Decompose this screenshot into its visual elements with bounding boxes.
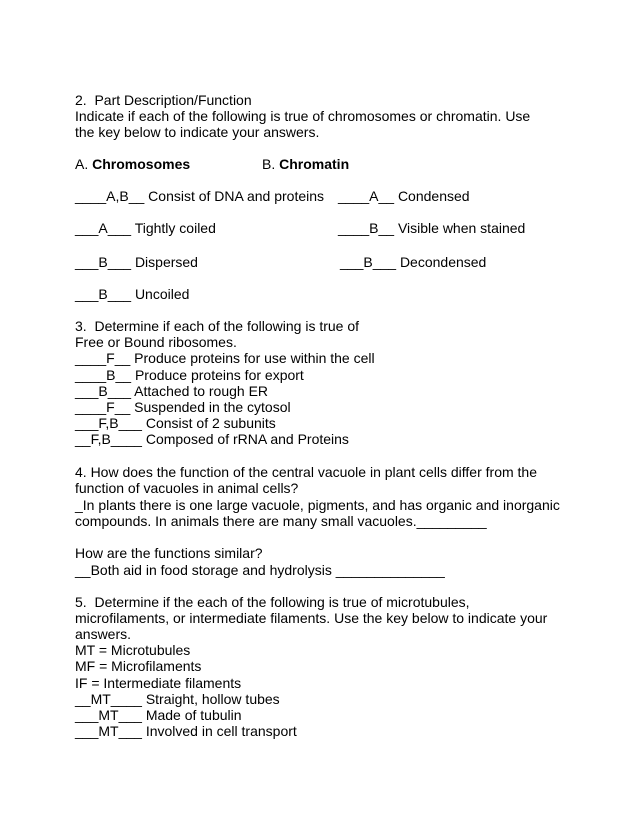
key-a-prefix: A. (75, 156, 93, 172)
section5-question-line3: answers. (75, 626, 132, 642)
key-b-prefix: B. (262, 156, 280, 172)
answer-right: ____A__ Condensed (338, 188, 470, 204)
answer-right: ___B___ Decondensed (340, 254, 487, 270)
answer-left: ___B___ Dispersed (75, 254, 198, 270)
section4-question-line1: 4. How does the function of the central vacuole in plant cells differ from the (75, 464, 537, 480)
answer-left: ___B___ Uncoiled (75, 286, 190, 302)
section2-heading: 2. Part Description/Function (75, 92, 252, 108)
key-entry: MF = Microfilaments (75, 658, 202, 674)
section4-question-similar: How are the functions similar? (75, 545, 263, 561)
section2-instruction-line1: Indicate if each of the following is true of chromosomes or chromatin. Use (75, 108, 531, 124)
key-entry: IF = Intermediate filaments (75, 675, 242, 691)
section5-question-line2: microfilaments, or intermediate filaments. Use the key below to indicate your (75, 610, 548, 626)
section4-answer-similar: __Both aid in food storage and hydrolysis ______________ (75, 562, 445, 578)
section5-question-line1: 5. Determine if the each of the following is true of microtubules, (75, 594, 470, 610)
section2-instruction-line2: the key below to indicate your answers. (75, 124, 320, 140)
key-a-label: Chromosomes (92, 156, 191, 172)
ribosome-item: ___F,B___ Consist of 2 subunits (75, 415, 276, 431)
key-entry: MT = Microtubules (75, 642, 191, 658)
section4-answer-line2: compounds. In animals there are many small vacuoles._________ (75, 513, 487, 529)
key-b-label: Chromatin (279, 156, 350, 172)
section3-heading-line2: Free or Bound ribosomes. (75, 334, 237, 350)
key-chromatin (262, 156, 349, 172)
section4-question-line2: function of vacuoles in animal cells? (75, 480, 299, 496)
section3-heading: 3. Determine if each of the following is true of (75, 318, 360, 334)
answer-left: ___A___ Tightly coiled (75, 220, 216, 236)
filament-item: ___MT___ Made of tubulin (75, 707, 242, 723)
answer-right: ____B__ Visible when stained (338, 220, 526, 236)
ribosome-item: ____F__ Suspended in the cytosol (75, 399, 291, 415)
ribosome-item: ___B___ Attached to rough ER (75, 383, 269, 399)
filament-item: ___MT___ Involved in cell transport (75, 723, 297, 739)
ribosome-item: __F,B____ Composed of rRNA and Proteins (75, 431, 349, 447)
key-chromosomes (75, 156, 190, 172)
section4-answer-line1: _In plants there is one large vacuole, pigments, and has organic and inorganic (75, 497, 560, 513)
answer-left: ____A,B__ Consist of DNA and proteins (75, 188, 325, 204)
ribosome-item: ____F__ Produce proteins for use within the cell (75, 350, 375, 366)
filament-item: __MT____ Straight, hollow tubes (75, 691, 280, 707)
ribosome-item: ____B__ Produce proteins for export (75, 367, 304, 383)
